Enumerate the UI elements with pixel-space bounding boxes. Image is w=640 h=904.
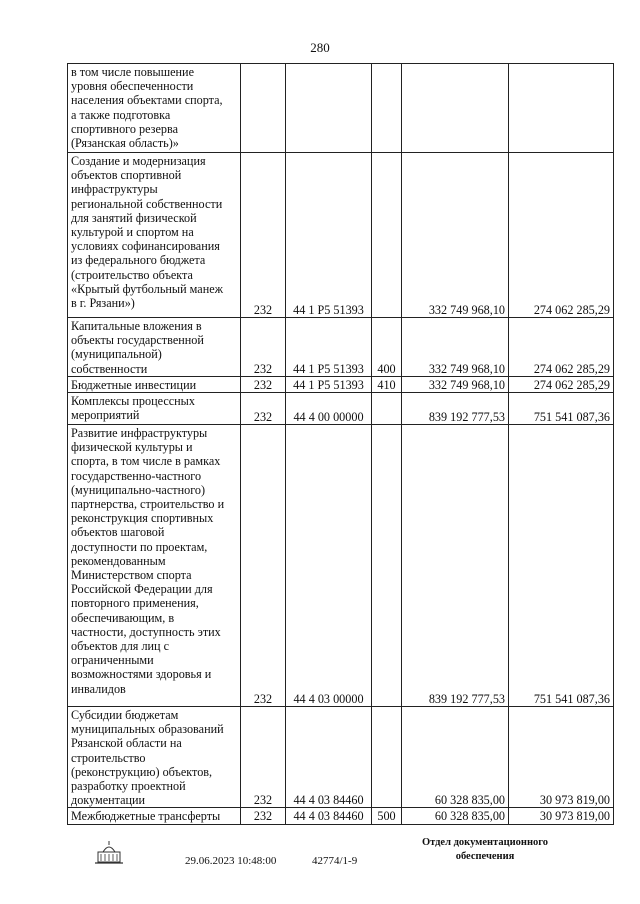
table-row: [68, 153, 614, 318]
csr-cell: 44 4 00 00000: [286, 393, 372, 425]
sum-2025-cell: 751 541 087,36: [509, 425, 614, 707]
vr-cell: [372, 153, 402, 318]
csr-cell: [286, 64, 372, 153]
table-row: [68, 318, 614, 377]
vr-cell: [372, 425, 402, 707]
sum-2025-cell: [509, 64, 614, 153]
table-row: [68, 64, 614, 153]
sum-2024-cell: 332 749 968,10: [402, 153, 509, 318]
csr-cell: 44 4 03 00000: [286, 425, 372, 707]
grbs-cell: 232: [241, 707, 286, 808]
sum-2025-cell: 274 062 285,29: [509, 318, 614, 377]
vr-cell: [372, 64, 402, 153]
duma-logo-icon: [92, 838, 126, 868]
sum-2024-cell: 839 192 777,53: [402, 393, 509, 425]
grbs-cell: 232: [241, 318, 286, 377]
sum-2024-cell: 332 749 968,10: [402, 376, 509, 392]
vr-cell: 410: [372, 376, 402, 392]
row-name: Комплексы процессных мероприятий: [68, 393, 241, 425]
table-row: [68, 425, 614, 707]
sum-2024-cell: 60 328 835,00: [402, 707, 509, 808]
row-name: в том числе повышение уровня обеспеченности населения объектами спорта, а также подготовка спортивного резерва (Рязанская область)»: [68, 64, 241, 153]
grbs-cell: 232: [241, 425, 286, 707]
sum-2025-cell: 30 973 819,00: [509, 707, 614, 808]
sum-2025-cell: 30 973 819,00: [509, 808, 614, 824]
row-name: Бюджетные инвестиции: [68, 376, 241, 392]
row-name: Межбюджетные трансферты: [68, 808, 241, 824]
vr-cell: 500: [372, 808, 402, 824]
department-label: Отдел документационного обеспечения: [421, 837, 549, 862]
csr-cell: 44 4 03 84460: [286, 808, 372, 824]
sum-2024-cell: 60 328 835,00: [402, 808, 509, 824]
table-row: [68, 376, 614, 392]
csr-cell: 44 4 03 84460: [286, 707, 372, 808]
sum-2024-cell: 332 749 968,10: [402, 318, 509, 377]
table-row: [68, 393, 614, 425]
vr-cell: [372, 707, 402, 808]
sum-2025-cell: 751 541 087,36: [509, 393, 614, 425]
sum-2024-cell: [402, 64, 509, 153]
csr-cell: 44 1 Р5 51393: [286, 376, 372, 392]
vr-cell: 400: [372, 318, 402, 377]
grbs-cell: 232: [241, 808, 286, 824]
grbs-cell: 232: [241, 153, 286, 318]
sum-2025-cell: 274 062 285,29: [509, 376, 614, 392]
sum-2025-cell: 274 062 285,29: [509, 153, 614, 318]
grbs-cell: 232: [241, 393, 286, 425]
row-name: Создание и модернизация объектов спортивной инфраструктуры региональной собственности для занятий физической культурой и спортом на условиях софинансирования из федерального бюджета (строительство объекта «Крытый футбольный манеж в г. Рязани»): [68, 153, 241, 318]
vr-cell: [372, 393, 402, 425]
page-number: 280: [310, 40, 330, 55]
budget-table: [67, 63, 614, 825]
row-name: Субсидии бюджетам муниципальных образований Рязанской области на строительство (реконструкцию) объектов, разработку проектной документации: [68, 707, 241, 808]
table-row: [68, 808, 614, 824]
grbs-cell: [241, 64, 286, 153]
sum-2024-cell: 839 192 777,53: [402, 425, 509, 707]
row-name: Развитие инфраструктуры физической культуры и спорта, в том числе в рамках государственно-частного (муниципально-частного) партнерства, строительство и реконструкция спортивных объектов шаговой доступности по проектам, рекомендованным Министерством спорта Российской Федерации для повторного применения, обеспечивающим, в частности, доступность этих объектов для лиц с ограниченными возможностями здоровья и инвалидов: [68, 425, 241, 707]
table-row: [68, 707, 614, 808]
row-name: Капитальные вложения в объекты государственной (муниципальной) собственности: [68, 318, 241, 377]
csr-cell: 44 1 Р5 51393: [286, 153, 372, 318]
csr-cell: 44 1 Р5 51393: [286, 318, 372, 377]
grbs-cell: 232: [241, 376, 286, 392]
footer-reg-number: 42774/1-9: [312, 855, 358, 867]
footer-datetime: 29.06.2023 10:48:00: [185, 855, 277, 867]
department-stamp: [400, 836, 570, 864]
